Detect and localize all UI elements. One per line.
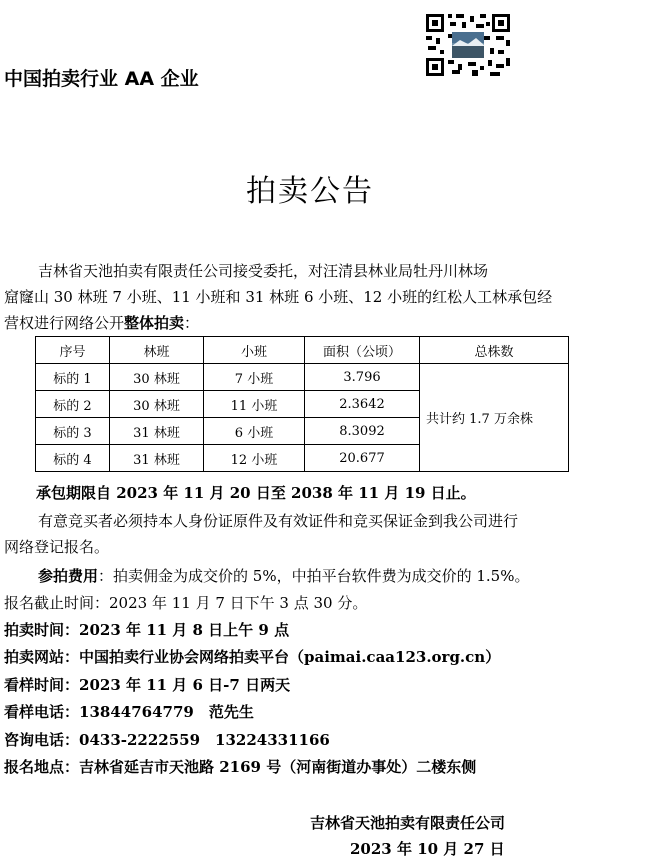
fee-text: ：拍卖佣金为成交价的 5%，中拍平台软件费为成交价的 1.5%。: [98, 567, 530, 585]
table-cell: 3.796: [305, 364, 420, 391]
registration-paragraph: [4, 508, 604, 560]
table-cell: 31 林班: [110, 445, 204, 472]
info-value: 2023 年 11 月 8 日上午 9 点: [79, 621, 290, 639]
info-registration-location: [4, 755, 476, 779]
info-label: 拍卖时间：: [4, 621, 80, 639]
info-value: 13844764779 范先生: [79, 703, 254, 721]
info-value: 2023 年 11 月 6 日-7 日两天: [79, 676, 291, 694]
table-header-cell: 总株数: [420, 337, 569, 364]
intro-paragraph: [4, 258, 604, 336]
info-label: 报名地点：: [4, 758, 80, 776]
info-label: 咨询电话：: [4, 731, 80, 749]
table-cell: 标的 1: [36, 364, 110, 391]
intro-line-3-bold: 整体拍卖: [124, 314, 185, 332]
info-value: 中国拍卖行业协会网络拍卖平台（paimai.caa123.org.cn）: [79, 648, 501, 666]
table-cell: 20.677: [305, 445, 420, 472]
intro-line-1: 吉林省天池拍卖有限责任公司接受委托，对汪清县林业局牡丹川林场: [38, 262, 489, 280]
auction-lots-table: [35, 336, 569, 472]
table-cell: 标的 4: [36, 445, 110, 472]
contract-period: 承包期限自 2023 年 11 月 20 日至 2038 年 11 月 19 日止。: [36, 484, 476, 502]
registration-line-2: 网络登记报名。: [4, 538, 110, 556]
intro-line-3-suffix: ：: [184, 314, 200, 332]
info-consult-phone: [4, 728, 330, 752]
info-label: 看样时间：: [4, 676, 80, 694]
table-cell: 标的 2: [36, 391, 110, 418]
table-cell: 7 小班: [204, 364, 305, 391]
table-header-cell: 林班: [110, 337, 204, 364]
table-header-cell: 面积（公顷）: [305, 337, 420, 364]
table-header-cell: 小班: [204, 337, 305, 364]
info-value: 0433-2222559 13224331166: [79, 731, 330, 749]
header-org-label: 中国拍卖行业 AA 企业: [4, 68, 199, 90]
info-viewing-phone: [4, 700, 254, 724]
info-label: 拍卖网站：: [4, 648, 80, 666]
table-cell: 8.3092: [305, 418, 420, 445]
registration-line-1: 有意竞买者必须持本人身份证原件及有效证件和竞买保证金到我公司进行: [38, 512, 519, 530]
intro-line-2: 窟窿山 30 林班 7 小班、11 小班和 31 林班 6 小班、12 小班的红松人工林承包经: [4, 288, 553, 306]
table-cell: 6 小班: [204, 418, 305, 445]
signature-company: 吉林省天池拍卖有限责任公司: [310, 814, 506, 832]
table-cell: 11 小班: [204, 391, 305, 418]
qr-code: [424, 12, 512, 78]
info-viewing-time: [4, 673, 290, 697]
total-trees-cell: 共计约 1.7 万余株: [420, 364, 569, 472]
fee-label: 参拍费用: [38, 567, 99, 585]
page-title: 拍卖公告: [246, 174, 374, 209]
table-cell: 31 林班: [110, 418, 204, 445]
table-header-row: [36, 337, 569, 364]
table-cell: 标的 3: [36, 418, 110, 445]
info-value: 吉林省延吉市天池路 2169 号（河南街道办事处）二楼东侧: [79, 758, 477, 776]
info-auction-website: [4, 645, 500, 669]
fee-line: [38, 564, 529, 588]
signature-date: 2023 年 10 月 27 日: [350, 840, 505, 858]
table-cell: 2.3642: [305, 391, 420, 418]
table-cell: 30 林班: [110, 391, 204, 418]
table-cell: 30 林班: [110, 364, 204, 391]
table-row: [36, 364, 569, 391]
intro-line-3-prefix: 营权进行网络公开: [4, 314, 125, 332]
intro-line-3: [4, 310, 604, 336]
info-label: 看样电话：: [4, 703, 80, 721]
info-auction-time: [4, 618, 289, 642]
table-header-cell: 序号: [36, 337, 110, 364]
table-cell: 12 小班: [204, 445, 305, 472]
registration-deadline: 报名截止时间：2023 年 11 月 7 日下午 3 点 30 分。: [4, 594, 368, 612]
